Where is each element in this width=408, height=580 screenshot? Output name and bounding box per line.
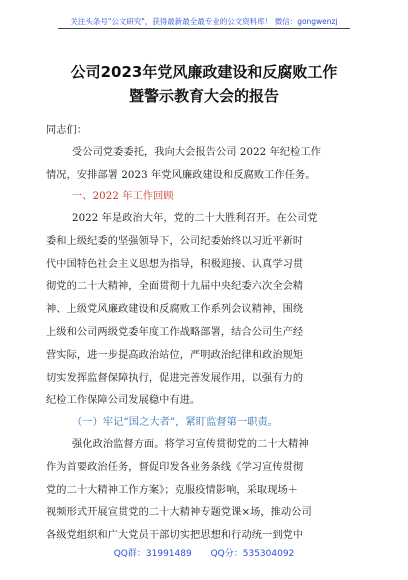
paragraph-line: 切实发挥监督保障执行，促进完善发展作用，以强有力的 [46,372,304,384]
paragraph-line: 营实际，进一步提高政治站位，严明政治纪律和政治规矩 [46,349,304,361]
paragraph-line: 彻党的二十大精神，全面贯彻十九届中央纪委六次全会精 [46,281,304,293]
footer-qq-group: QQ群：31991489 [113,549,192,559]
subsection-heading: （一）牢记“国之大者”，紧盯监督第一职责。 [72,417,279,428]
salutation: 同志们： [46,125,88,136]
section-heading: 一、2022 年工作回顾 [72,191,174,202]
paragraph-line: 强化政治监督方面。将学习宣传贯彻党的二十大精神 [72,439,309,450]
paragraph-line: 上级和公司两级党委年度工作战略部署，结合公司生产经 [46,326,304,338]
intro-line: 受公司党委委托，我向大会报告公司 2022 年纪检工作 [72,147,322,158]
footer-contact [0,546,408,559]
footer-qq-second: QQ分：535304092 [210,549,295,559]
paragraph-line: 2022 年是政治大年，党的二十大胜利召开。在公司党 [72,213,318,224]
paragraph-line: 纪检工作保障公司发展稳中有进。 [46,395,201,407]
paragraph-line: 代中国特色社会主义思想为指导，积极迎接、认真学习贯 [46,258,304,270]
header-banner: 关注头条号"公文研究"，获得最新最全最专业的公文资料库！ 微信：gongwenzj [70,17,338,26]
subsection-paragraph [46,434,344,548]
paragraph-line: 作为首要政治任务，督促印发各业务条线《学习宣传贯彻 [46,461,304,473]
intro-paragraph [46,142,344,188]
paragraph-line: 神、上级党风廉政建设和反腐败工作系列会议精神，围绕 [46,304,304,316]
paragraph-line: 委和上级纪委的坚强领导下，公司纪委始终以习近平新时 [46,235,304,247]
intro-line: 情况，安排部署 2023 年党风廉政建设和反腐败工作任务。 [46,169,316,181]
paragraph-line: 视频形式开展宣贯党的二十大精神专题党课×场，推动公司 [46,507,312,519]
section-paragraph [46,208,344,413]
paragraph-line: 各级党组织和广大党员干部切实把思想和行动统一到党中 [46,530,304,542]
header-divider [58,28,350,29]
paragraph-line: 党的二十大精神工作方案》；克服疫情影响，采取现场＋ [46,484,299,496]
document-title-line-1: 公司2023年党风廉政建设和反腐败工作 [70,63,338,81]
document-title-line-2: 暨警示教育大会的报告 [128,87,279,105]
